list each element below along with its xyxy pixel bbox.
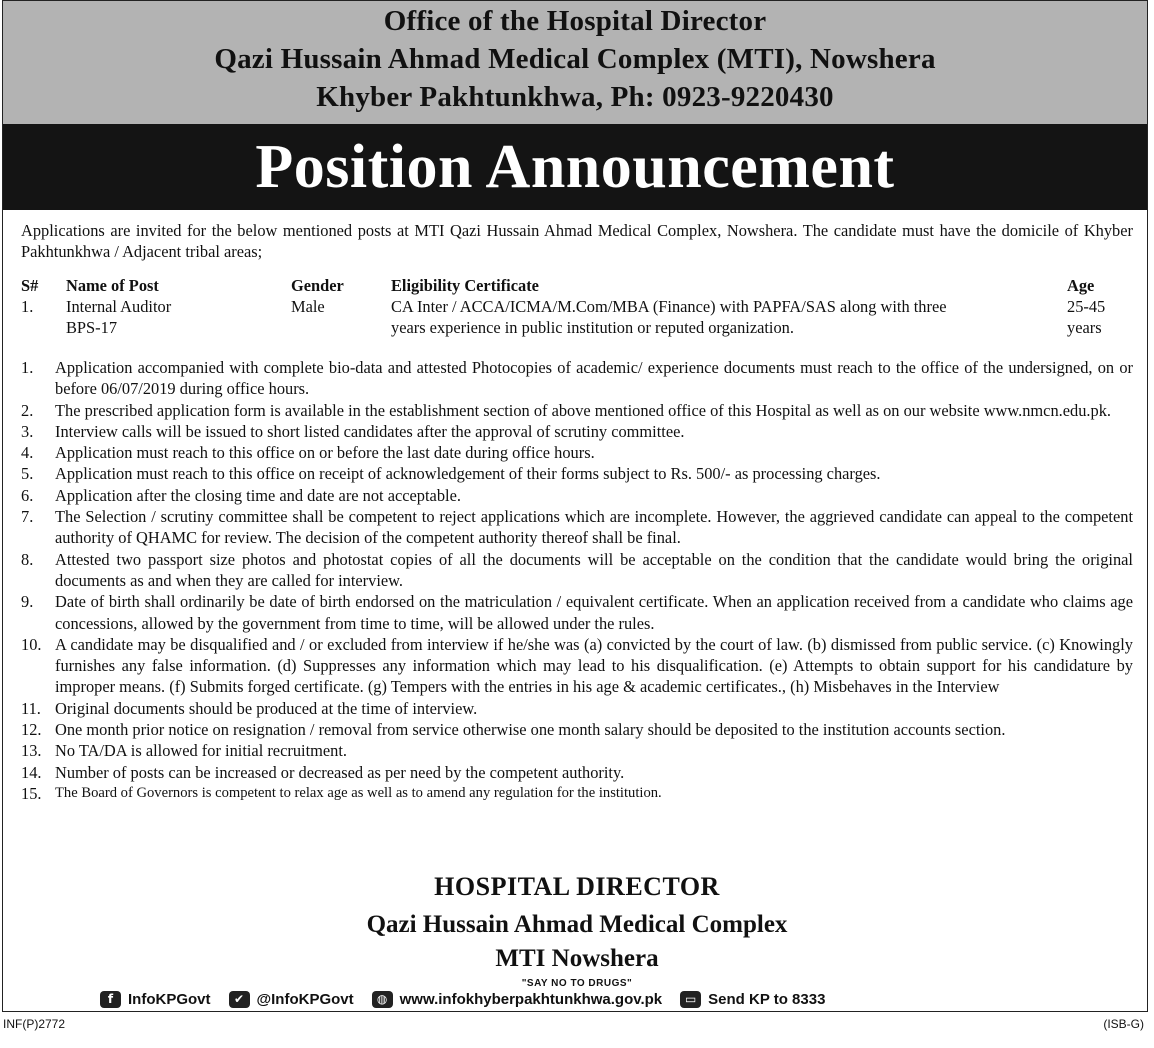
facebook-contact[interactable] (100, 991, 211, 1008)
office-title: Office of the Hospital Director (383, 5, 767, 37)
item-text: Application accompanied with complete bio-data and attested Photocopies of academic/ experience documents must reach to the office of the undersigned, on or before 06/07/2019 during office hours. (55, 358, 1133, 399)
twitter-contact[interactable] (229, 991, 354, 1008)
item-text: Original documents should be produced at the time of interview. (55, 698, 478, 718)
list-item (21, 442, 1133, 463)
item-number: 12. (21, 720, 42, 740)
contact-bar (100, 988, 1060, 1010)
signatory-location: MTI Nowshera (495, 945, 659, 972)
row-age-unit: years (1067, 318, 1102, 337)
list-item (21, 591, 1133, 634)
office-header (3, 1, 1147, 125)
item-number: 4. (21, 443, 34, 463)
sms-text: Send KP to 8333 (708, 990, 826, 1008)
announcement-title: Position Announcement (255, 133, 895, 201)
item-number: 10. (21, 634, 42, 654)
header-gender: Gender (291, 276, 344, 295)
item-number: 3. (21, 421, 34, 441)
item-number: 6. (21, 485, 34, 505)
list-item (21, 634, 1133, 698)
signatory-title: HOSPITAL DIRECTOR (434, 872, 720, 901)
website-contact[interactable] (372, 991, 663, 1008)
item-text: Number of posts can be increased or decreased as per need by the competent authority. (55, 762, 625, 782)
item-text: The Board of Governors is competent to relax age as well as to amend any regulation for the institution. (55, 784, 662, 801)
list-item (21, 740, 1133, 761)
inf-reference: INF(P)2772 (3, 1017, 66, 1031)
row-eligibility-cont: years experience in public institution or reputed organization. (391, 318, 794, 337)
item-text: Application after the closing time and date are not acceptable. (55, 485, 461, 505)
sms-contact (680, 991, 825, 1008)
table-row-continued (21, 317, 1133, 338)
list-item (21, 698, 1133, 719)
item-number: 1. (21, 358, 34, 377)
announcement-banner (3, 124, 1147, 210)
twitter-handle: @InfoKPGovt (256, 990, 354, 1008)
globe-icon: ◍ (372, 991, 393, 1008)
list-item (21, 485, 1133, 506)
list-item (21, 783, 1133, 804)
row-sno: 1. (21, 297, 34, 316)
item-text: Application must reach to this office on receipt of acknowledgement of their forms subject to Rs. 500/- as processing charges. (55, 464, 881, 484)
terms-list (21, 357, 1133, 804)
list-item (21, 549, 1133, 592)
list-item (21, 762, 1133, 783)
item-text: Application must reach to this office on or before the last date during office hours. (55, 443, 595, 463)
header-eligibility: Eligibility Certificate (391, 276, 539, 295)
header-age: Age (1067, 276, 1095, 295)
item-number: 8. (21, 549, 34, 569)
row-gender: Male (291, 297, 325, 316)
item-number: 14. (21, 762, 42, 782)
intro-paragraph: Applications are invited for the below mentioned posts at MTI Qazi Hussain Ahmad Medical Complex, Nowshera. The candidate must have the domicile of Khyber Pakhtunkhwa / Adjacent tribal areas; (21, 221, 1133, 261)
item-text: The prescribed application form is available in the establishment section of above mentioned office of this Hospital as well as on our website www.nmcn.edu.pk. (55, 400, 1112, 420)
header-sno: S# (21, 276, 39, 295)
row-age: 25-45 (1067, 297, 1106, 316)
header-post: Name of Post (66, 276, 159, 295)
province-phone: Khyber Pakhtunkhwa, Ph: 0923-9220430 (316, 81, 834, 113)
website-url: www.infokhyberpakhtunkhwa.gov.pk (399, 990, 663, 1008)
item-number: 2. (21, 400, 34, 420)
facebook-handle: InfoKPGovt (128, 990, 211, 1008)
isb-code: (ISB-G) (1103, 1017, 1144, 1031)
list-item (21, 506, 1133, 549)
signatory-institution: Qazi Hussain Ahmad Medical Complex (366, 911, 788, 938)
table-row (21, 296, 1133, 317)
item-number: 5. (21, 464, 34, 484)
item-text: Date of birth shall ordinarily be date of birth endorsed on the matriculation / equivalent certificate. When an application received from a candidate who claims age concessions, allowed by the government from time to time, will be allowed under the rules. (55, 592, 1133, 633)
twitter-icon: ✔ (229, 991, 250, 1008)
institution-name: Qazi Hussain Ahmad Medical Complex (MTI), Nowshera (214, 43, 936, 75)
item-number: 9. (21, 592, 34, 612)
list-item (21, 463, 1133, 484)
item-text: Attested two passport size photos and photostat copies of all the documents will be acceptable on the condition that the candidate would bring the original documents as and when they are called for interview. (55, 549, 1133, 590)
row-post: Internal Auditor (66, 297, 172, 316)
item-number: 11. (21, 698, 41, 718)
list-item (21, 421, 1133, 442)
row-eligibility: CA Inter / ACCA/ICMA/M.Com/MBA (Finance) with PAPFA/SAS along with three (391, 297, 947, 316)
item-text: Interview calls will be issued to short listed candidates after the approval of scrutiny committee. (55, 421, 685, 441)
item-number: 15. (21, 783, 42, 803)
table-header-row (21, 275, 1133, 296)
list-item (21, 719, 1133, 740)
posts-table (21, 275, 1133, 338)
message-icon: ▭ (680, 991, 701, 1008)
item-text: No TA/DA is allowed for initial recruitment. (55, 741, 347, 761)
item-number: 13. (21, 741, 42, 761)
list-item (21, 400, 1133, 421)
anti-drug-slogan: "SAY NO TO DRUGS" (521, 978, 633, 989)
item-number: 7. (21, 507, 34, 527)
facebook-icon: f (100, 991, 121, 1008)
list-item (21, 357, 1133, 400)
item-text: One month prior notice on resignation / removal from service otherwise one month salary should be deposited to the institution accounts section. (55, 720, 1006, 740)
item-text: The Selection / scrutiny committee shall be competent to reject applications which are incomplete. However, the aggrieved candidate can appeal to the competent authority of QHAMC for review. The decision of the competent authority thereof shall be final. (55, 507, 1133, 548)
item-text: A candidate may be disqualified and / or excluded from interview if he/she was (a) convicted by the court of law. (b) dismissed from public service. (c) Knowingly furnishes any false information. (d) Suppresses any information which may lead to his disqualification. (e) Attempts to obtain support for his candidature by improper means. (f) Submits forged certificate. (g) Tempers with the entries in his age & academic certificates., (h) Misbehaves in the Interview (55, 634, 1133, 697)
row-post-scale: BPS-17 (66, 318, 118, 337)
